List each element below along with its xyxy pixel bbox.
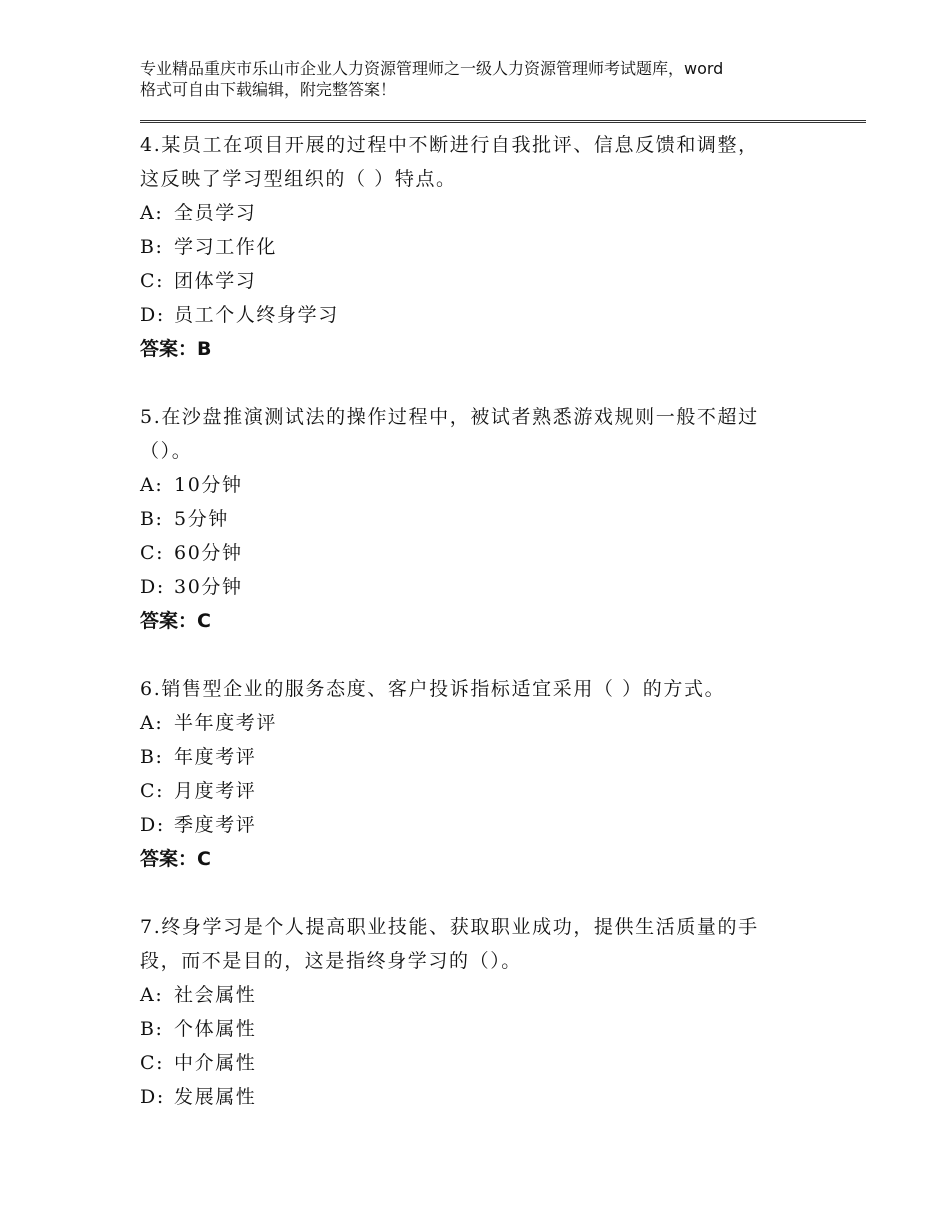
option-letter: A: bbox=[140, 474, 164, 496]
option-text: 30分钟 bbox=[174, 576, 243, 598]
question-5 bbox=[140, 400, 840, 638]
option-letter: B: bbox=[140, 508, 164, 530]
option-text: 10分钟 bbox=[174, 474, 243, 496]
option-text: 月度考评 bbox=[174, 780, 257, 802]
option-text: 季度考评 bbox=[174, 814, 257, 836]
option-text: 学习工作化 bbox=[174, 236, 278, 258]
header-line-1: 专业精品重庆市乐山市企业人力资源管理师之一级人力资源管理师考试题库，word bbox=[140, 59, 724, 78]
option-text: 发展属性 bbox=[174, 1086, 257, 1108]
question-6-option-a bbox=[140, 706, 840, 740]
question-4-option-c bbox=[140, 264, 840, 298]
question-spacer bbox=[140, 366, 840, 400]
option-text: 60分钟 bbox=[174, 542, 243, 564]
question-7-option-c bbox=[140, 1046, 840, 1080]
option-letter: A: bbox=[140, 984, 164, 1006]
question-7-stem-line-1: 7.终身学习是个人提高职业技能、获取职业成功，提供生活质量的手 bbox=[140, 916, 759, 938]
question-6-option-b bbox=[140, 740, 840, 774]
option-text: 半年度考评 bbox=[174, 712, 278, 734]
question-4-option-d bbox=[140, 298, 840, 332]
option-text: 员工个人终身学习 bbox=[174, 304, 339, 326]
option-letter: C: bbox=[140, 270, 165, 292]
option-text: 社会属性 bbox=[174, 984, 257, 1006]
option-letter: A: bbox=[140, 202, 164, 224]
option-text: 个体属性 bbox=[174, 1018, 257, 1040]
option-letter: C: bbox=[140, 542, 165, 564]
option-letter: B: bbox=[140, 746, 164, 768]
question-5-stem-line-2: （）。 bbox=[140, 440, 193, 462]
document-header bbox=[140, 58, 840, 100]
question-5-stem-line-1: 5.在沙盘推演测试法的操作过程中，被试者熟悉游戏规则一般不超过 bbox=[140, 406, 759, 428]
question-5-answer: 答案：C bbox=[140, 610, 211, 632]
question-6-option-d bbox=[140, 808, 840, 842]
option-letter: C: bbox=[140, 780, 165, 802]
option-letter: D: bbox=[140, 576, 165, 598]
option-text: 全员学习 bbox=[174, 202, 257, 224]
question-6-stem-line-1: 6.销售型企业的服务态度、客户投诉指标适宜采用（ ）的方式。 bbox=[140, 678, 726, 700]
option-letter: D: bbox=[140, 1086, 165, 1108]
question-6 bbox=[140, 672, 840, 876]
option-letter: B: bbox=[140, 1018, 164, 1040]
option-text: 中介属性 bbox=[174, 1052, 257, 1074]
option-letter: C: bbox=[140, 1052, 165, 1074]
option-letter: A: bbox=[140, 712, 164, 734]
question-7-option-a bbox=[140, 978, 840, 1012]
option-text: 5分钟 bbox=[174, 508, 229, 530]
question-4-answer: 答案：B bbox=[140, 338, 212, 360]
question-5-option-d bbox=[140, 570, 840, 604]
question-7 bbox=[140, 910, 840, 1114]
question-4-stem-line-2: 这反映了学习型组织的（ ）特点。 bbox=[140, 168, 457, 190]
question-7-stem-line-2: 段，而不是目的，这是指终身学习的（）。 bbox=[140, 950, 522, 972]
question-5-option-c bbox=[140, 536, 840, 570]
question-5-option-a bbox=[140, 468, 840, 502]
question-list bbox=[140, 128, 840, 1114]
question-4 bbox=[140, 128, 840, 366]
question-7-option-b bbox=[140, 1012, 840, 1046]
option-text: 团体学习 bbox=[174, 270, 257, 292]
option-letter: D: bbox=[140, 814, 165, 836]
header-line-2: 格式可自由下载编辑，附完整答案！ bbox=[140, 80, 397, 99]
header-divider bbox=[140, 120, 866, 123]
question-spacer bbox=[140, 638, 840, 672]
question-4-stem-line-1: 4.某员工在项目开展的过程中不断进行自我批评、信息反馈和调整， bbox=[140, 134, 759, 156]
question-6-option-c bbox=[140, 774, 840, 808]
question-4-option-b bbox=[140, 230, 840, 264]
option-text: 年度考评 bbox=[174, 746, 257, 768]
question-spacer bbox=[140, 876, 840, 910]
question-6-answer: 答案：C bbox=[140, 848, 211, 870]
option-letter: B: bbox=[140, 236, 164, 258]
question-7-option-d bbox=[140, 1080, 840, 1114]
question-4-option-a bbox=[140, 196, 840, 230]
question-5-option-b bbox=[140, 502, 840, 536]
option-letter: D: bbox=[140, 304, 165, 326]
